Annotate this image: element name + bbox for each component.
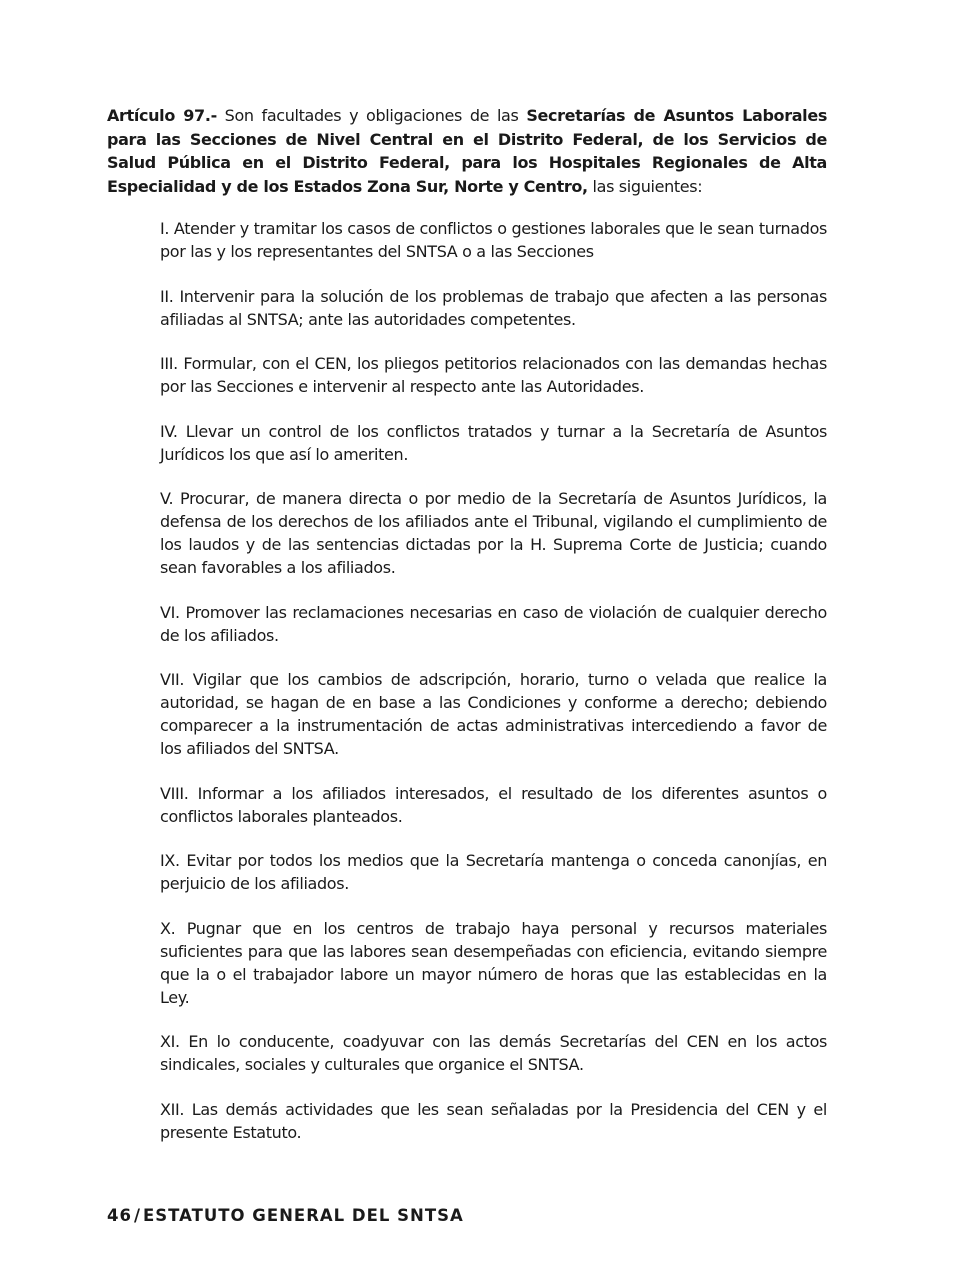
list-item-ii: II. Intervenir para la solución de los problemas de trabajo que afecten a las personas afiliadas al SNTSA; ante las autoridades competentes. [160, 286, 827, 329]
list-item-iv: IV. Llevar un control de los conflictos tratados y turnar a la Secretaría de Asuntos Jurídicos los que así lo ameriten. [160, 421, 827, 464]
article-items-list [160, 217, 827, 1165]
list-item-viii: VIII. Informar a los afiliados interesados, el resultado de los diferentes asuntos o conflictos laborales planteados. [160, 783, 827, 826]
list-item-xi: XI. En lo conducente, coadyuvar con las demás Secretarías del CEN en los actos sindicales, sociales y culturales que organice el SNTSA. [160, 1032, 827, 1074]
document-title: ESTATUTO GENERAL DEL SNTSA [143, 1206, 464, 1225]
list-item-iii: III. Formular, con el CEN, los pliegos petitorios relacionados con las demandas hechas por las Secciones e intervenir al respecto ante las Autoridades. [160, 354, 827, 396]
page-footer [107, 1204, 464, 1228]
footer-separator: / [133, 1206, 141, 1225]
article-intro-bold: Secretarías de Asuntos Laborales para las Secciones de Nivel Central en el Distrito Federal, de los Servicios de Salud Pública en el Distrito Federal, para los Hospitales Regionales de Alta Especialidad y de los Estados Zona Sur, Norte y Centro, [107, 106, 827, 196]
list-item-xii: XII. Las demás actividades que les sean señaladas por la Presidencia del CEN y el presente Estatuto. [160, 1099, 827, 1142]
article-intro-text: Son facultades y obligaciones de las [216, 106, 527, 125]
article-intro [107, 104, 827, 198]
list-item-ix: IX. Evitar por todos los medios que la Secretaría mantenga o conceda canonjías, en perjuicio de los afiliados. [160, 851, 827, 893]
article-heading: Artículo 97.- [107, 106, 217, 125]
list-item-vii: VII. Vigilar que los cambios de adscripción, horario, turno o velada que realice la autoridad, se hagan de en base a las Condiciones y conforme a derecho; debiendo comparecer a la instrumentación de actas administrativas intercediendo a favor de los afiliados del SNTSA. [160, 670, 827, 758]
list-item-x: X. Pugnar que en los centros de trabajo haya personal y recursos materiales suficientes para que las labores sean desempeñadas con eficiencia, evitando siempre que la o el trabajador labore un mayor número de horas que las establecidas en la Ley. [160, 918, 827, 1007]
list-item-v: V. Procurar, de manera directa o por medio de la Secretaría de Asuntos Jurídicos, la defensa de los derechos de los afiliados ante el Tribunal, vigilando el cumplimiento de los laudos y de las sentencias dictadas por la H. Suprema Corte de Justicia; cuando sean favorables a los afiliados. [160, 489, 827, 577]
list-item-i: I. Atender y tramitar los casos de conflictos o gestiones laborales que le sean turnados por las y los representantes del SNTSA o a las Secciones [160, 219, 827, 261]
article-intro-tail: las siguientes: [587, 176, 703, 196]
page-number: 46 [107, 1206, 132, 1225]
list-item-vi: VI. Promover las reclamaciones necesarias en caso de violación de cualquier derecho de los afiliados. [160, 602, 827, 645]
